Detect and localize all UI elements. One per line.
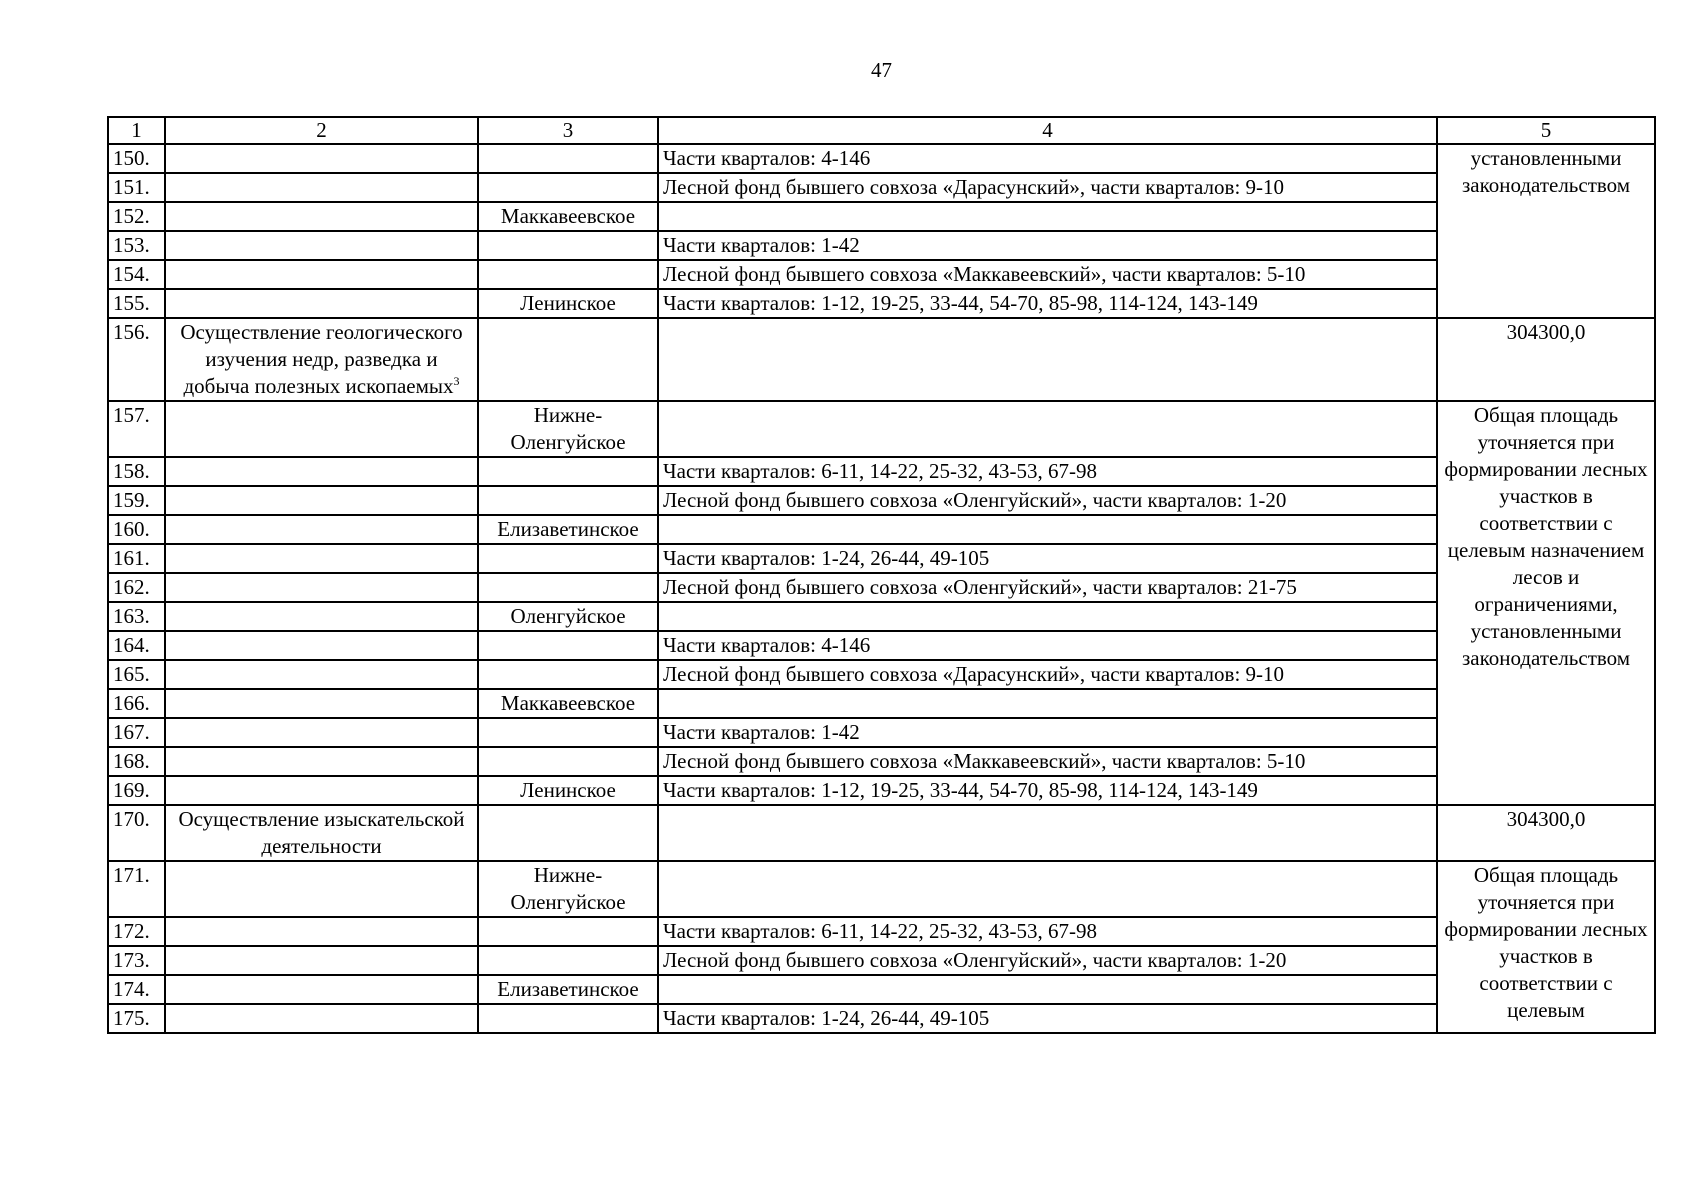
column-header-1: 1	[108, 117, 165, 144]
forestry-cell	[478, 631, 658, 660]
column-header-2: 2	[165, 117, 478, 144]
table-row	[108, 689, 1655, 718]
row-number: 161.	[108, 544, 165, 573]
column-header-5: 5	[1437, 117, 1655, 144]
activity-cell	[165, 975, 478, 1004]
forestry-cell	[478, 144, 658, 173]
forestry-cell	[478, 747, 658, 776]
column-header-3: 3	[478, 117, 658, 144]
row-number: 173.	[108, 946, 165, 975]
area-value-cell: 304300,0	[1437, 318, 1655, 401]
activity-cell	[165, 144, 478, 173]
table-row	[108, 515, 1655, 544]
row-number: 150.	[108, 144, 165, 173]
quarters-cell: Лесной фонд бывшего совхоза «Оленгуйский», части кварталов: 21-75	[658, 573, 1437, 602]
table-row	[108, 631, 1655, 660]
table-row	[108, 173, 1655, 202]
area-note-cell: Общая площадь уточняется при формировании лесных участков в соответствии с целевым	[1437, 861, 1655, 1033]
row-number: 172.	[108, 917, 165, 946]
table-row	[108, 318, 1655, 401]
activity-cell	[165, 544, 478, 573]
quarters-cell: Части кварталов: 1-42	[658, 718, 1437, 747]
activity-cell	[165, 573, 478, 602]
row-number: 156.	[108, 318, 165, 401]
quarters-cell	[658, 975, 1437, 1004]
forestry-cell: Елизаветинское	[478, 515, 658, 544]
row-number: 169.	[108, 776, 165, 805]
activity-cell	[165, 602, 478, 631]
quarters-cell	[658, 805, 1437, 861]
row-number: 155.	[108, 289, 165, 318]
row-number: 160.	[108, 515, 165, 544]
activity-cell	[165, 631, 478, 660]
table-row	[108, 861, 1655, 917]
quarters-cell: Части кварталов: 4-146	[658, 144, 1437, 173]
quarters-cell: Части кварталов: 1-12, 19-25, 33-44, 54-70, 85-98, 114-124, 143-149	[658, 776, 1437, 805]
table-row	[108, 457, 1655, 486]
row-number: 157.	[108, 401, 165, 457]
activity-cell	[165, 747, 478, 776]
forestry-cell	[478, 486, 658, 515]
forestry-cell: Нижне-Оленгуйское	[478, 401, 658, 457]
quarters-cell: Части кварталов: 6-11, 14-22, 25-32, 43-53, 67-98	[658, 457, 1437, 486]
quarters-cell: Части кварталов: 1-42	[658, 231, 1437, 260]
quarters-cell: Лесной фонд бывшего совхоза «Оленгуйский», части кварталов: 1-20	[658, 946, 1437, 975]
table-row	[108, 602, 1655, 631]
quarters-cell: Лесной фонд бывшего совхоза «Дарасунский», части кварталов: 9-10	[658, 660, 1437, 689]
row-number: 174.	[108, 975, 165, 1004]
activity-cell	[165, 486, 478, 515]
table-row	[108, 573, 1655, 602]
quarters-cell: Части кварталов: 4-146	[658, 631, 1437, 660]
forest-areas-table	[107, 116, 1656, 1034]
forestry-cell	[478, 260, 658, 289]
quarters-cell	[658, 401, 1437, 457]
activity-cell	[165, 689, 478, 718]
forestry-cell	[478, 231, 658, 260]
table-row	[108, 805, 1655, 861]
quarters-cell: Части кварталов: 1-24, 26-44, 49-105	[658, 544, 1437, 573]
quarters-cell: Части кварталов: 1-24, 26-44, 49-105	[658, 1004, 1437, 1033]
column-header-4: 4	[658, 117, 1437, 144]
table-row	[108, 486, 1655, 515]
table-row	[108, 946, 1655, 975]
activity-cell	[165, 515, 478, 544]
area-note-cell: установленными законодательством	[1437, 144, 1655, 318]
forestry-cell: Нижне-Оленгуйское	[478, 861, 658, 917]
activity-cell	[165, 457, 478, 486]
forestry-cell	[478, 457, 658, 486]
activity-cell	[165, 318, 478, 401]
row-number: 162.	[108, 573, 165, 602]
table-row	[108, 544, 1655, 573]
activity-cell	[165, 776, 478, 805]
table-row	[108, 660, 1655, 689]
row-number: 166.	[108, 689, 165, 718]
forestry-cell	[478, 1004, 658, 1033]
row-number: 170.	[108, 805, 165, 861]
table-row	[108, 289, 1655, 318]
quarters-cell: Лесной фонд бывшего совхоза «Дарасунский», части кварталов: 9-10	[658, 173, 1437, 202]
quarters-cell: Лесной фонд бывшего совхоза «Маккавеевский», части кварталов: 5-10	[658, 260, 1437, 289]
row-number: 164.	[108, 631, 165, 660]
page-number: 47	[871, 58, 892, 82]
table-row	[108, 401, 1655, 457]
quarters-cell	[658, 602, 1437, 631]
area-value-cell: 304300,0	[1437, 805, 1655, 861]
forestry-cell	[478, 544, 658, 573]
activity-text: Осуществление геологического изучения недр, разведка и добыча полезных ископаемых	[180, 320, 463, 398]
table-row	[108, 776, 1655, 805]
forestry-cell: Оленгуйское	[478, 602, 658, 631]
forestry-cell: Ленинское	[478, 776, 658, 805]
row-number: 163.	[108, 602, 165, 631]
forestry-cell: Елизаветинское	[478, 975, 658, 1004]
activity-cell	[165, 289, 478, 318]
forestry-cell	[478, 660, 658, 689]
activity-cell	[165, 861, 478, 917]
row-number: 168.	[108, 747, 165, 776]
forestry-cell	[478, 946, 658, 975]
forestry-cell	[478, 173, 658, 202]
forestry-cell: Маккавеевское	[478, 689, 658, 718]
quarters-cell: Части кварталов: 1-12, 19-25, 33-44, 54-70, 85-98, 114-124, 143-149	[658, 289, 1437, 318]
table-row	[108, 202, 1655, 231]
footnote-mark: 3	[453, 374, 460, 388]
row-number: 175.	[108, 1004, 165, 1033]
activity-cell	[165, 260, 478, 289]
row-number: 158.	[108, 457, 165, 486]
area-note-cell: Общая площадь уточняется при формировании лесных участков в соответствии с целевым назначением лесов и ограничениями, установленными законодательством	[1437, 401, 1655, 805]
forestry-cell	[478, 805, 658, 861]
table-header-row	[108, 117, 1655, 144]
activity-cell	[165, 401, 478, 457]
row-number: 159.	[108, 486, 165, 515]
row-number: 167.	[108, 718, 165, 747]
row-number: 171.	[108, 861, 165, 917]
quarters-cell	[658, 515, 1437, 544]
quarters-cell	[658, 861, 1437, 917]
quarters-cell	[658, 202, 1437, 231]
quarters-cell: Лесной фонд бывшего совхоза «Маккавеевский», части кварталов: 5-10	[658, 747, 1437, 776]
activity-cell	[165, 231, 478, 260]
activity-cell	[165, 173, 478, 202]
table-row	[108, 144, 1655, 173]
forestry-cell: Маккавеевское	[478, 202, 658, 231]
row-number: 151.	[108, 173, 165, 202]
forestry-cell	[478, 718, 658, 747]
activity-cell: Осуществление изыскательской деятельности	[165, 805, 478, 861]
forestry-cell	[478, 573, 658, 602]
quarters-cell	[658, 318, 1437, 401]
quarters-cell	[658, 689, 1437, 718]
quarters-cell: Лесной фонд бывшего совхоза «Оленгуйский», части кварталов: 1-20	[658, 486, 1437, 515]
table-row	[108, 231, 1655, 260]
activity-cell	[165, 660, 478, 689]
forestry-cell: Ленинское	[478, 289, 658, 318]
activity-cell	[165, 202, 478, 231]
forestry-cell	[478, 318, 658, 401]
table-row	[108, 1004, 1655, 1033]
quarters-cell: Части кварталов: 6-11, 14-22, 25-32, 43-53, 67-98	[658, 917, 1437, 946]
table-row	[108, 260, 1655, 289]
table-row	[108, 718, 1655, 747]
activity-cell	[165, 718, 478, 747]
table-row	[108, 917, 1655, 946]
activity-cell	[165, 946, 478, 975]
table-row	[108, 975, 1655, 1004]
activity-cell	[165, 917, 478, 946]
forestry-cell	[478, 917, 658, 946]
table-row	[108, 747, 1655, 776]
activity-cell	[165, 1004, 478, 1033]
row-number: 165.	[108, 660, 165, 689]
row-number: 153.	[108, 231, 165, 260]
row-number: 152.	[108, 202, 165, 231]
row-number: 154.	[108, 260, 165, 289]
